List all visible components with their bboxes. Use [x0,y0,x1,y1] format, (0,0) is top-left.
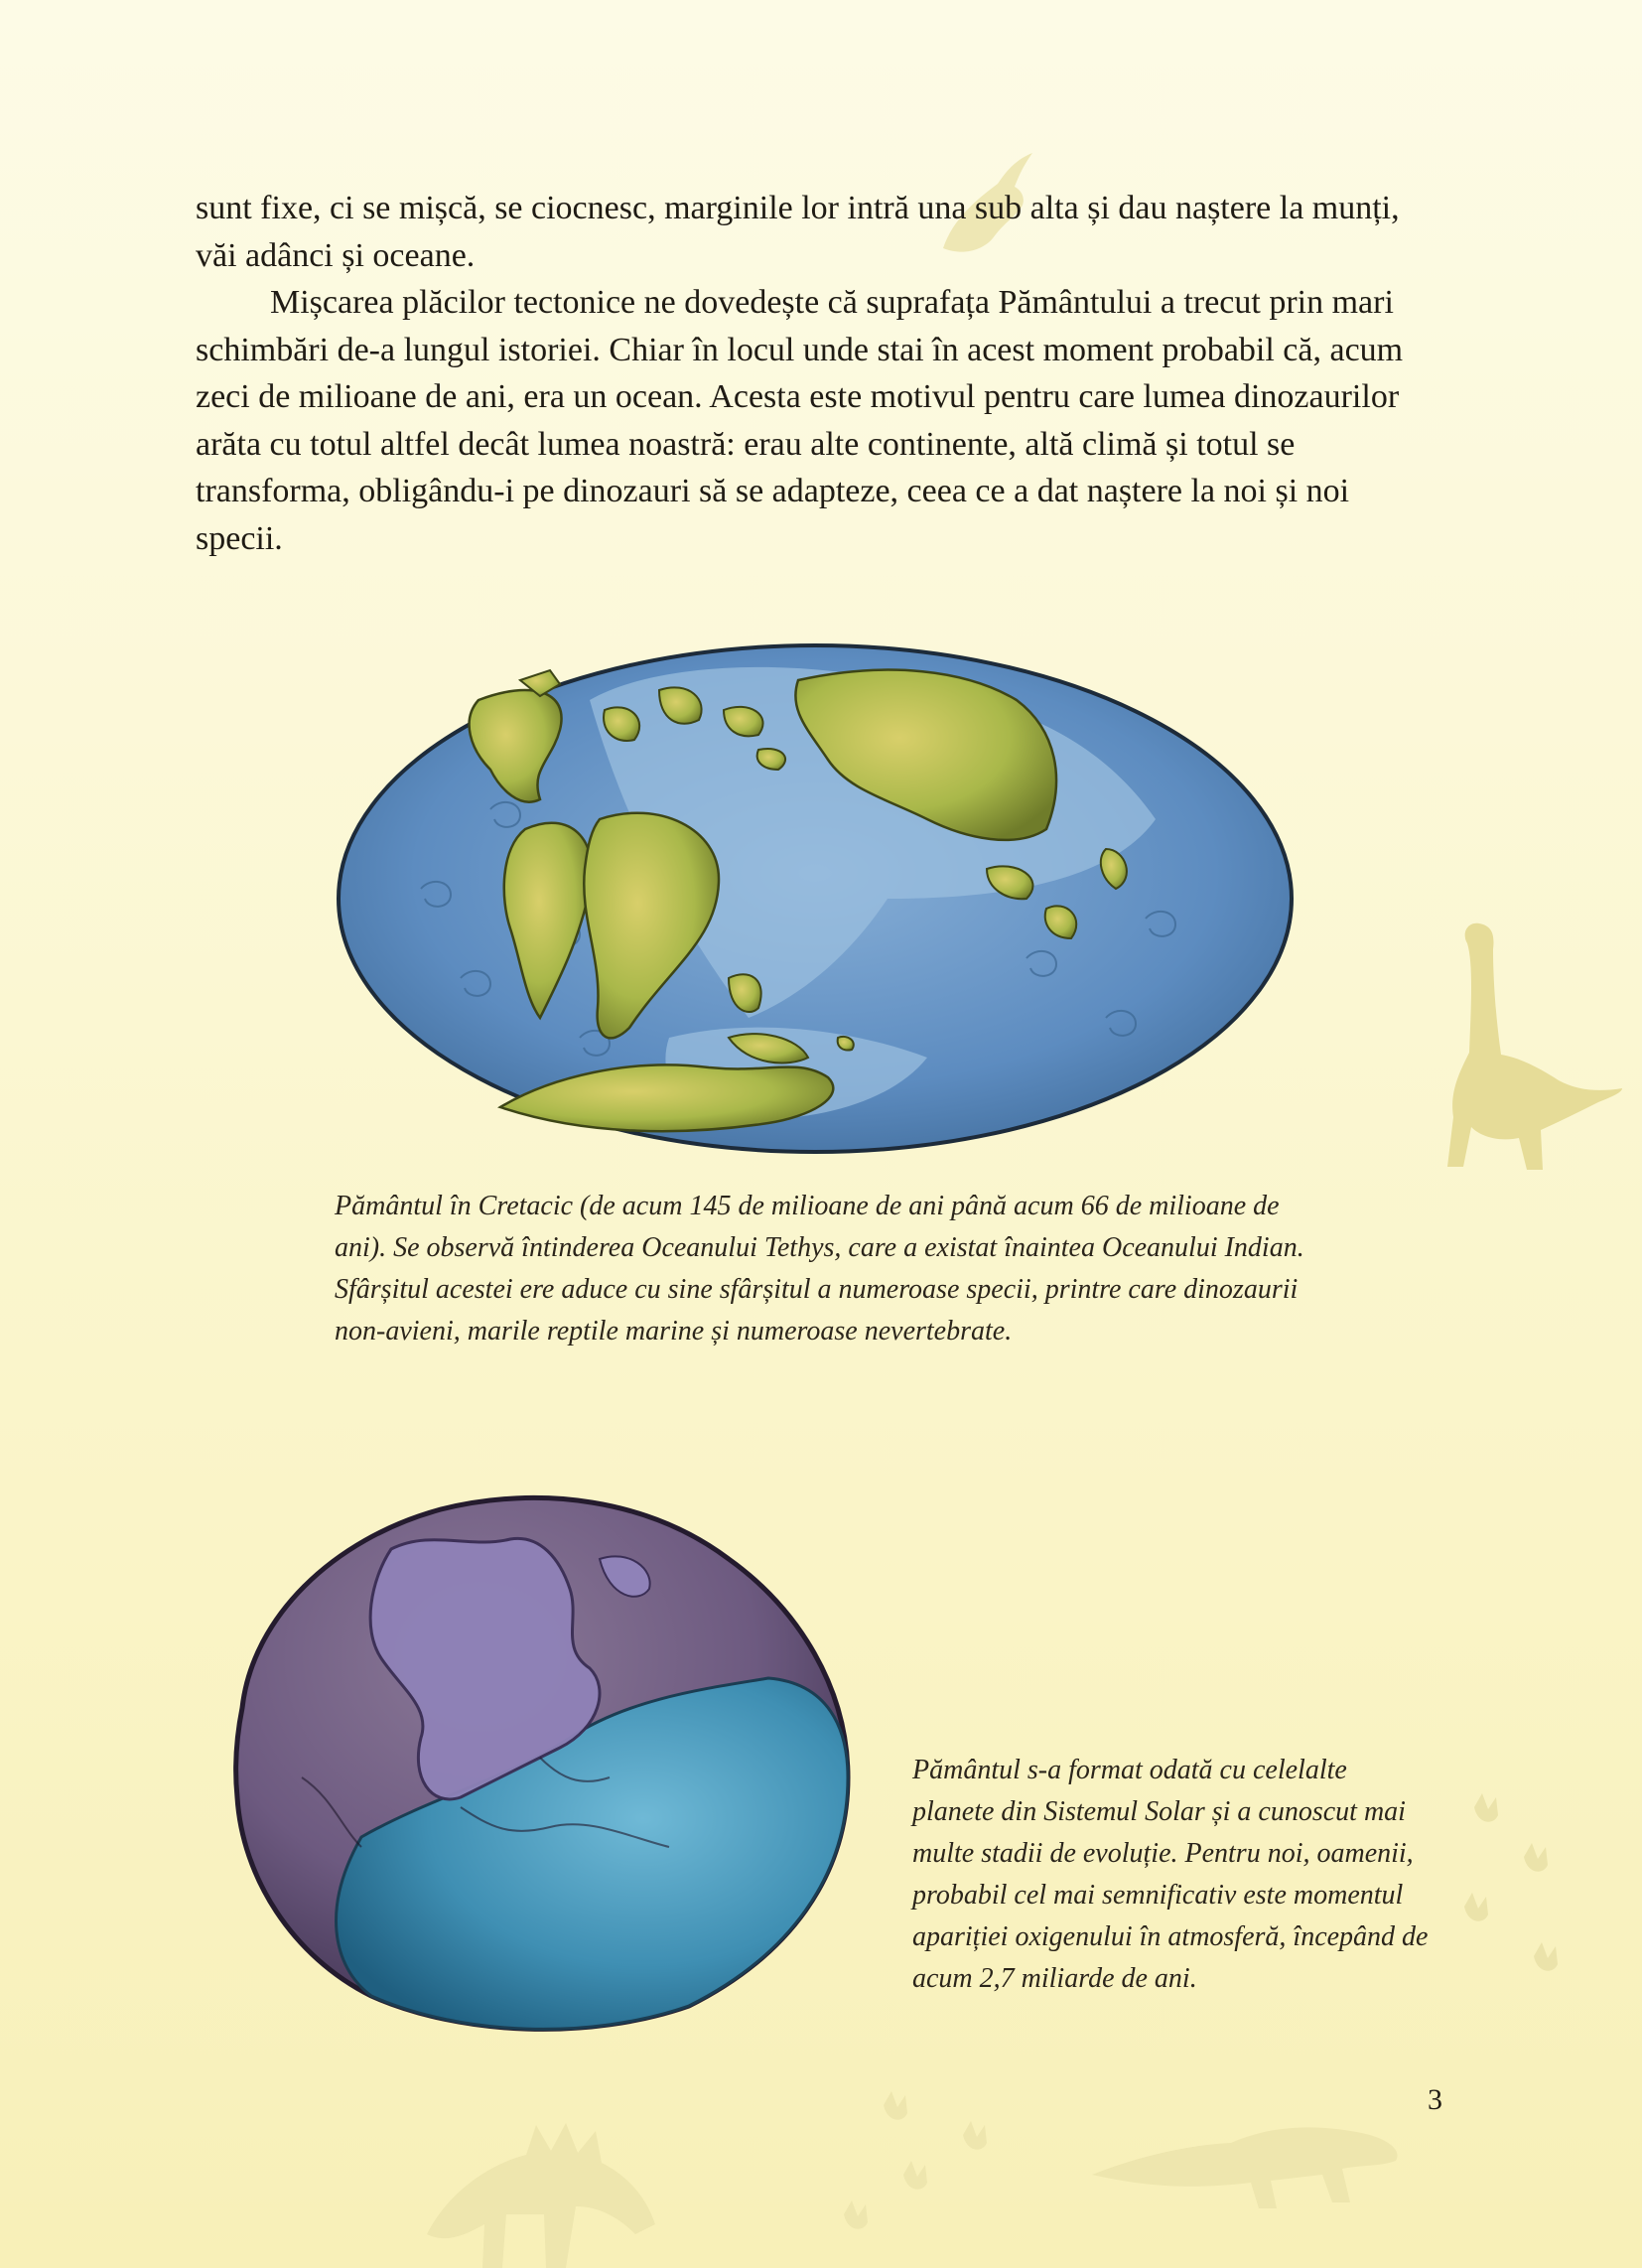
cretaceous-world-map-icon [332,640,1300,1157]
footprints-bottom-icon [824,2065,1042,2268]
paragraph-2: Mișcarea plăcilor tectonice ne dovedește că suprafața Pământului a trecut prin mari schimbări de-a lungul istoriei. Chiar în locul unde stai în acest moment probabil că, acum zeci de milioane de ani, era un ocean. Acesta este motivul pentru care lumea dinozaurilor arăta cu totul altfel decât lumea noastră: erau alte continente, altă climă și totul se transforma, obligându-i pe dinozauri să se adapteze, ceea ce a dat naștere la noi și noi specii. [196,284,1404,557]
caption-cretaceous-map: Pământul în Cretacic (de acum 145 de milioane de ani până acum 66 de milioane de ani). Se observă întinderea Oceanului Tethys, care a existat înaintea Oceanului Indian. Sfârșitul acestei ere aduce cu sine sfârșitul a numeroase specii, printre care dinozaurii non-avieni, marile reptile marine și numeroase nevertebrate. [335,1191,1304,1347]
page-number: 3 [1428,2083,1442,2116]
paragraph-1: sunt fixe, ci se mișcă, se ciocnesc, marginile lor intră una sub alta și dau naștere la munți, văi adânci și oceane. [196,190,1400,274]
caption-early-earth: Pământul s-a format odată cu celelalte planete din Sistemul Solar și a cunoscut mai multe stadii de evoluție. Pentru noi, oamenii, probabil cel mai semnificativ este momentul apariției oxigenului în atmosferă, începând de acum 2,7 miliarde de ani. [912,1755,1429,1994]
sauropod-silhouette-icon [1410,904,1628,1182]
footprints-icon [1444,1787,1593,2016]
stegosaur-silhouette-icon [407,2085,675,2268]
early-earth-globe-icon [212,1480,858,2041]
body-text [196,185,1417,562]
lizard-silhouette-icon [1082,2085,1410,2214]
